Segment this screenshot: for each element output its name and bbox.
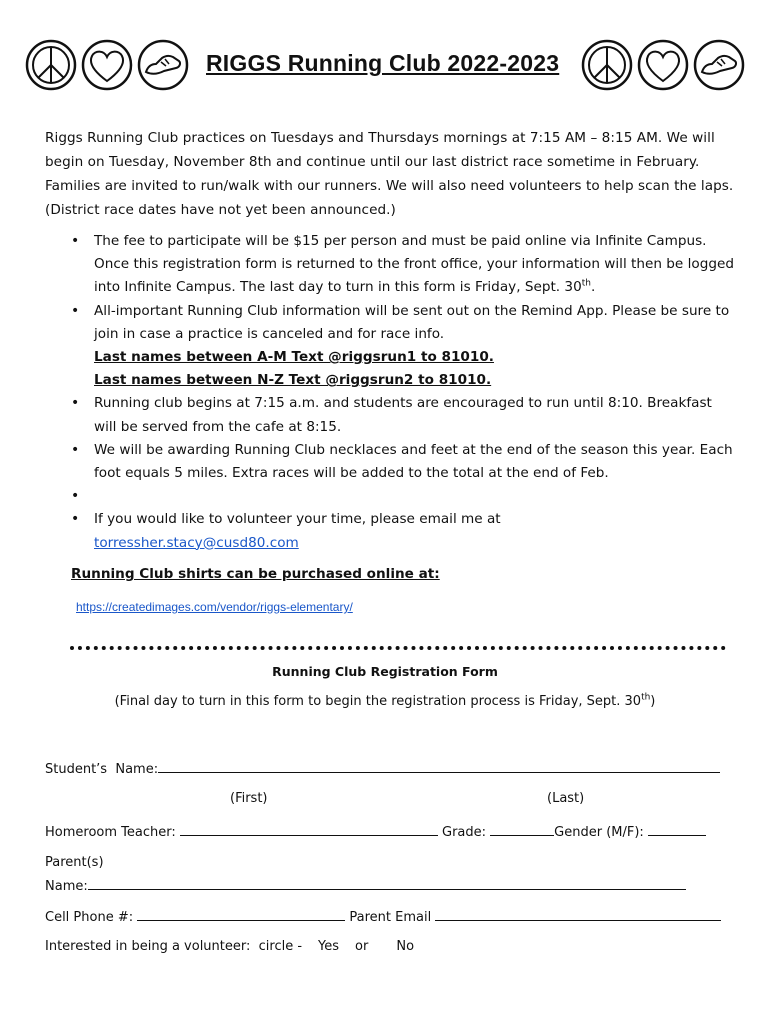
contact-email-link[interactable]: torressher.stacy@cusd80.com [94,534,299,551]
running-shoe-icon [692,38,746,92]
list-item [45,300,735,393]
first-name-caption: (First) [230,791,268,806]
cell-phone-field[interactable] [137,908,345,921]
homeroom-teacher-field[interactable] [180,823,438,836]
parent-email-field[interactable] [435,908,721,921]
awards-text: We will be awarding Running Club necklaces and feet at the end of the season this year. Each foot equals 5 miles. Extra races will be added to the total at the end of Feb. [94,441,733,482]
parent-label-line1: Parent(s) [45,855,104,870]
intro-paragraph: Riggs Running Club practices on Tuesdays and Thursdays mornings at 7:15 AM – 8:15 AM. We will begin on Tuesday, November 8th and continue until our last district race sometime in February. Families are invited to run/walk with our runners. We will also need volunteers to help scan the laps. (District race dates have not yet been announced.) [45,130,734,218]
punctuation: . [590,279,596,296]
cell-phone-label: Cell Phone #: [45,910,138,925]
shirts-store-link[interactable]: https://createdimages.com/vendor/riggs-elementary/ [76,600,353,614]
running-shoe-icon [136,38,190,92]
form-note-end: ) [650,694,656,709]
list-item [45,392,735,438]
list-item [45,485,735,508]
header-icons-left [24,38,190,92]
superscript: th [581,278,591,289]
shirts-label: Running Club shirts can be purchased online at: [71,566,440,582]
schedule-text: Running club begins at 7:15 a.m. and students are encouraged to run until 8:10. Breakfast will be served from the cafe at 8:15. [94,395,712,435]
fee-text: The fee to participate will be $15 per person and must be paid online via Infinite Campus. Once this registration form is returned to the front office, your information will then be logged into Infinite Campus. The last day to turn in this form is Friday, Sept. 30 [94,233,734,296]
heart-icon [636,38,690,92]
remind-instruction-n-z: Last names between N-Z Text @riggsrun2 to 81010. [94,372,492,389]
volunteer-yes-option[interactable]: Yes [318,939,340,954]
page-title: RIGGS Running Club 2022-2023 [206,50,560,76]
contact-row [45,908,721,925]
list-item [45,230,735,300]
parent-name-label: Name: [45,879,88,894]
volunteer-no-option[interactable]: No [396,939,415,954]
student-name-row [45,760,720,777]
volunteer-or-text: or [355,939,369,954]
form-title: Running Club Registration Form [272,664,498,679]
info-bullet-list [45,230,735,555]
form-note-text: (Final day to turn in this form to begin the registration process is Friday, Sept. 30 [114,694,642,709]
list-item [45,508,735,554]
header [0,36,770,96]
parent-email-label: Parent Email [345,910,436,925]
grade-field[interactable] [490,823,554,836]
peace-sign-icon [580,38,634,92]
volunteer-question: Interested in being a volunteer: circle - [45,939,303,954]
gender-field[interactable] [648,823,706,836]
homeroom-grade-gender-row [45,823,706,840]
student-name-field[interactable] [158,760,720,773]
parent-name-field[interactable] [88,877,686,890]
homeroom-teacher-label: Homeroom Teacher: [45,825,180,840]
remind-instruction-a-m: Last names between A-M Text @riggsrun1 to 81010. [94,349,494,366]
volunteer-row [45,939,414,954]
gender-label: Gender (M/F): [554,825,648,840]
peace-sign-icon [24,38,78,92]
heart-icon [80,38,134,92]
list-item [45,439,735,485]
last-name-caption: (Last) [547,791,585,806]
superscript: th [641,692,651,703]
volunteer-text: If you would like to volunteer your time, please email me at [94,511,501,528]
form-deadline-note [0,694,770,709]
grade-label: Grade: [437,825,491,840]
empty-bullet-text [94,488,98,504]
remind-app-text: All-important Running Club information will be sent out on the Remind App. Please be sure to join in case a practice is canceled and for race info. [94,302,730,342]
header-icons-right [580,38,746,92]
cut-line-divider [70,646,726,650]
student-name-label: Student’s Name: [45,762,159,777]
parent-name-row [45,877,686,894]
